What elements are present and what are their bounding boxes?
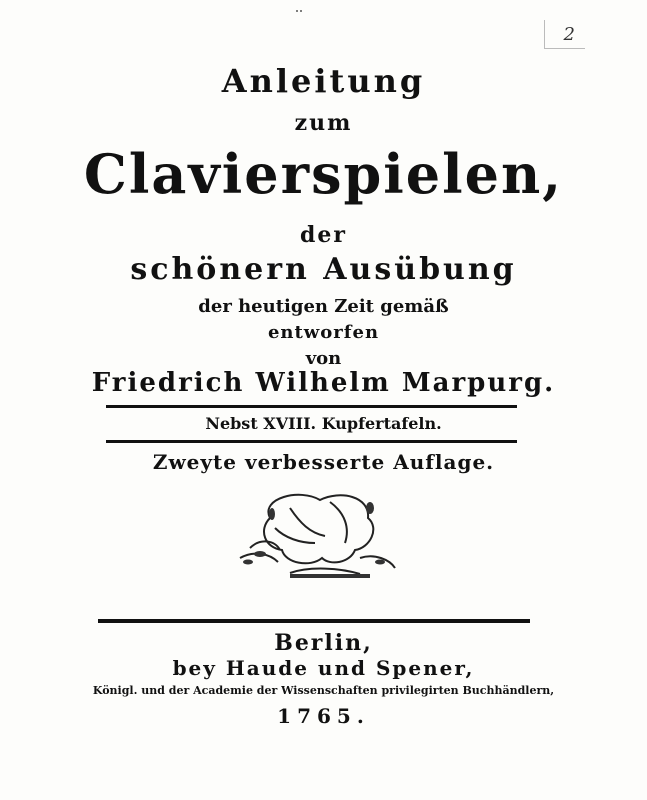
edition-note: Zweyte verbesserte Auflage. [152, 450, 495, 474]
title-line-clavierspielen: Clavierspielen, [83, 142, 564, 206]
plates-note: Nebst XVIII. Kupfertafeln. [205, 414, 442, 433]
title-line-entworfen: entworfen [267, 322, 380, 343]
imprint-publisher: bey Haude und Spener, [172, 656, 475, 680]
title-line-von: von [305, 348, 342, 369]
imprint-privilege: Königl. und der Academie der Wissenschaften privilegirten Buchhändlern, [92, 684, 555, 697]
rule-lower [98, 619, 530, 623]
rococo-vignette [230, 488, 400, 588]
rule-middle [106, 440, 517, 443]
title-line-der: der [300, 222, 347, 248]
title-line-zum: zum [294, 110, 353, 136]
page-number-annotation: 2 [563, 24, 575, 45]
print-speck [296, 10, 298, 12]
author-name: Friedrich Wilhelm Marpurg. [91, 368, 556, 398]
title-line-zeit: der heutigen Zeit gemäß [198, 296, 449, 317]
rule-upper [106, 405, 517, 408]
imprint-year: 1765. [277, 704, 370, 728]
title-line-ausuebung: schönern Ausübung [130, 252, 517, 287]
imprint-city: Berlin, [274, 630, 373, 656]
print-speck [300, 10, 302, 12]
title-line-anleitung: Anleitung [221, 62, 426, 100]
